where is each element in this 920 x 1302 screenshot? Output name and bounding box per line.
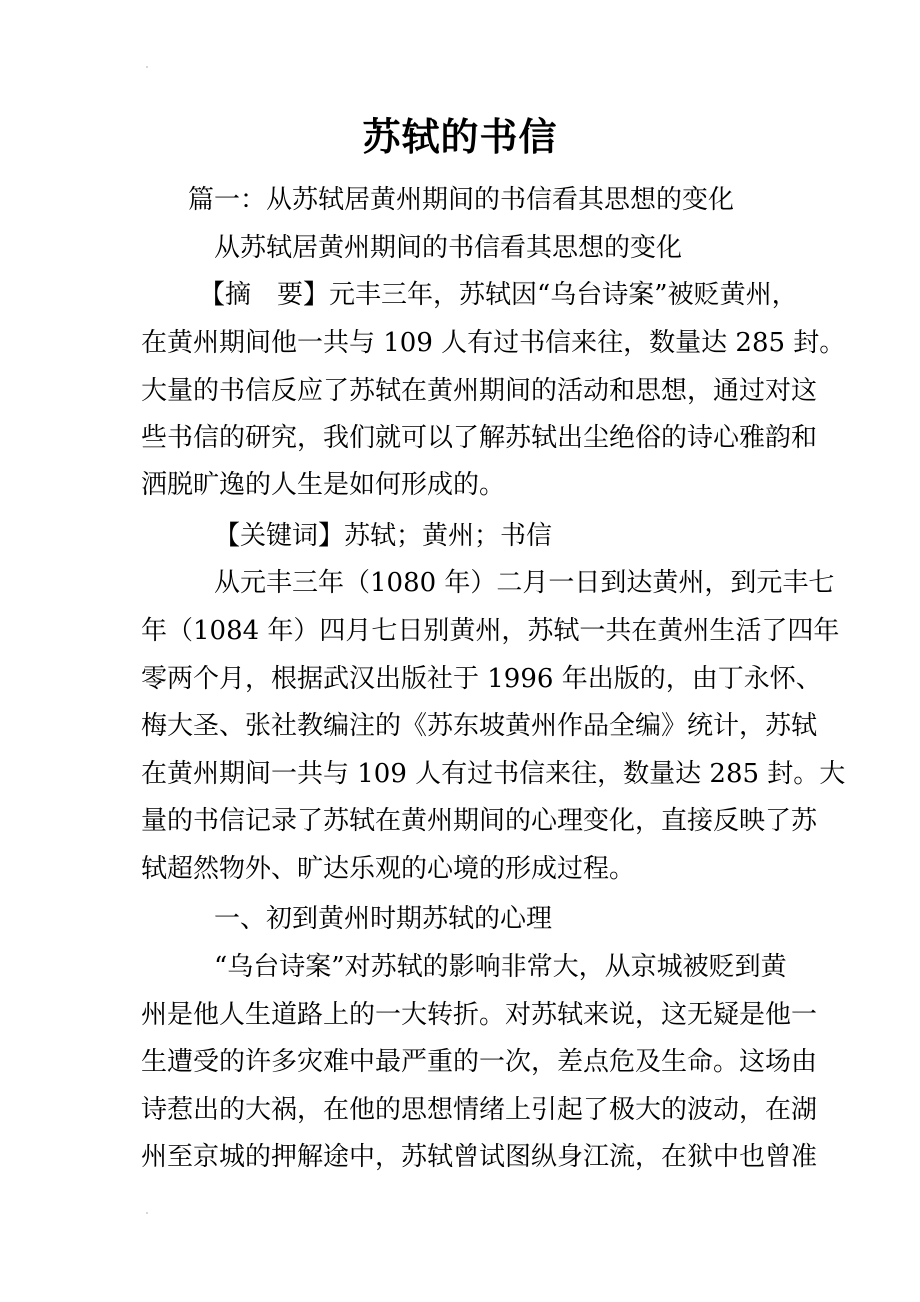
scan-speck [146,66,148,68]
document-title: 苏轼的书信 [362,115,558,159]
abstract-line: 洒脱旷逸的人生是如何形成的。 [141,470,506,500]
article-title: 从苏轼居黄州期间的书信看其思想的变化 [214,233,683,263]
body-line: 州至京城的押解途中，苏轼曾试图纵身江流，在狱中也曾准 [141,1142,818,1172]
body-line: 量的书信记录了苏轼在黄州期间的心理变化，直接反映了苏 [141,806,818,836]
body-line: 零两个月，根据武汉出版社于 1996 年出版的，由丁永怀、 [141,664,822,694]
body-line: 梅大圣、张社教编注的《苏东坡黄州作品全编》统计，苏轼 [141,711,818,741]
scan-speck [146,1212,148,1214]
body-line: 生遭受的许多灾难中最严重的一次，差点危及生命。这场由 [141,1047,818,1077]
subsection-heading: 一、初到黄州时期苏轼的心理 [214,904,553,934]
keywords-line: 【关键词】苏轼；黄州；书信 [214,521,553,551]
abstract-line: 大量的书信反应了苏轼在黄州期间的活动和思想，通过对这 [141,376,818,406]
body-line: 年（1084 年）四月七日别黄州，苏轼一共在黄州生活了四年 [141,616,840,646]
body-line: 从元丰三年（1080 年）二月一日到达黄州，到元丰七 [214,568,835,598]
body-line: 轼超然物外、旷达乐观的心境的形成过程。 [141,854,636,884]
body-line: 在黄州期间一共与 109 人有过书信来往，数量达 285 封。大 [141,759,846,789]
abstract-line: 在黄州期间他一共与 109 人有过书信来往，数量达 285 封。 [141,328,846,358]
abstract-line: 些书信的研究，我们就可以了解苏轼出尘绝俗的诗心雅韵和 [141,423,818,453]
body-line: 州是他人生道路上的一大转折。对苏轼来说，这无疑是他一 [141,1000,818,1030]
body-line: “乌台诗案”对苏轼的影响非常大，从京城被贬到黄 [214,952,787,982]
abstract-line: 【摘 要】元丰三年，苏轼因“乌台诗案”被贬黄州， [199,280,798,310]
body-line: 诗惹出的大祸，在他的思想情绪上引起了极大的波动，在湖 [141,1095,818,1125]
section-heading: 篇一：从苏轼居黄州期间的书信看其思想的变化 [188,185,735,215]
